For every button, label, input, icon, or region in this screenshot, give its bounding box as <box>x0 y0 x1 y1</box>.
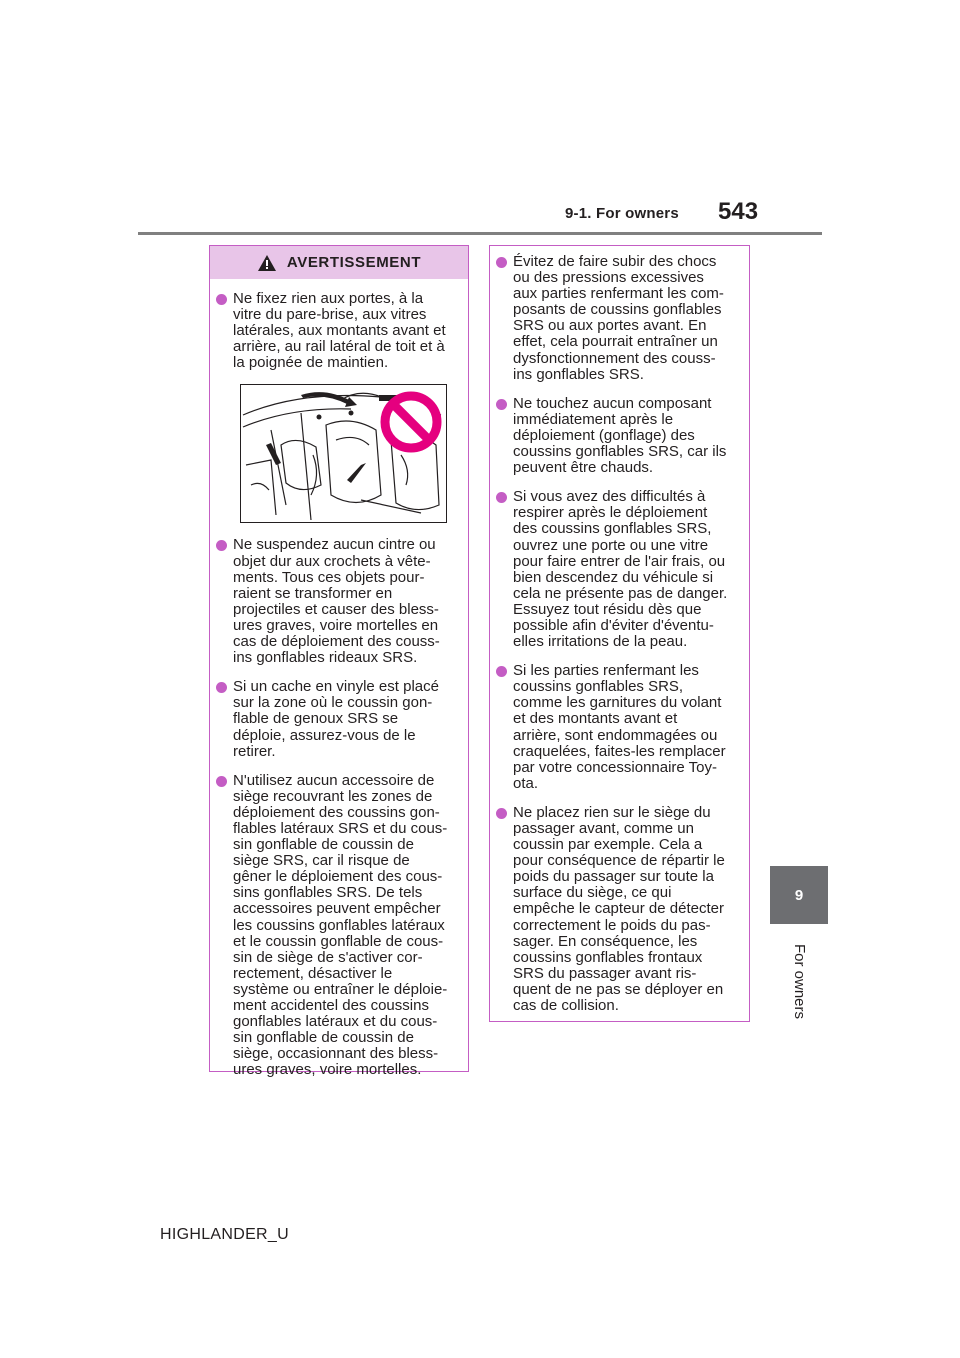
warning-title: AVERTISSEMENT <box>286 254 422 271</box>
warning-panel-right <box>489 245 750 1022</box>
car-interior-illustration <box>240 384 447 523</box>
chapter-tab: 9 <box>770 866 828 924</box>
page-number: 543 <box>718 198 759 225</box>
bullet-item: N'utilisez aucun accessoire de siège recouvrant les zones de déploiement des coussins gon- flables latéraux SRS et du cous- sin gonflable de coussin de siège SRS, car il risque de gêner le déploiement des cous- sins gonflables SRS. De tels accessoires peuvent empêcher les coussins gonflables latéraux et le coussin gonflable de cous- sin de siège de s'activer cor- rectement, désactiver le système ou entraîner le déploie- ment accidentel des coussins gonflables latéraux et du cous- sin gonflable de coussin de siège, occasionnant des bless- ures graves, voire mortelles. <box>215 773 460 1079</box>
bullet-item: Évitez de faire subir des chocs ou des pressions excessives aux parties renfermant les com- posants de coussins gonflables SRS ou aux portes avant. En effet, cela pourrait entraîner un dysfonctionnement des couss- ins gonflables SRS. <box>495 254 741 383</box>
warning-triangle-icon <box>257 254 277 272</box>
bullet-item: Si un cache en vinyle est placé sur la zone où le coussin gon- flable de genoux SRS se déploie, assurez-vous de le retirer. <box>215 679 460 759</box>
bullet-item: Ne placez rien sur le siège du passager avant, comme un coussin par exemple. Cela a pour conséquence de répartir le poids du passager sur toute la surface du siège, ce qui empêche le capteur de détecter correctement le poids du pas- sager. En conséquence, les coussins gonflables frontaux SRS du passager avant ris- quent de ne pas se déployer en cas de collision. <box>495 805 741 1014</box>
bullet-item: Si vous avez des difficultés à respirer après le déploiement des coussins gonflables SRS, ouvrez une porte ou une vitre pour faire entrer de l'air frais, ou bien descendez du véhicule si cela ne présente pas de danger. Essuyez tout résidu dès que possible afin d'éviter d'éventu- elles irritations de la peau. <box>495 489 741 650</box>
chapter-label <box>771 941 829 1021</box>
section-title: 9-1. For owners <box>565 205 679 222</box>
warning-header <box>210 246 468 279</box>
bullet-item: Ne suspendez aucun cintre ou objet dur aux crochets à vête- ments. Tous ces objets pour- raient se transformer en projectiles et causer des bless- ures graves, voire mortelles en cas de déploiement des couss- ins gonflables rideaux SRS. <box>215 537 460 666</box>
bullet-item: Si les parties renfermant les coussins gonflables SRS, comme les garnitures du volant et des montants avant et arrière, sont endommagées ou craquelées, faites-les remplacer par votre concessionnaire Toy- ota. <box>495 663 741 792</box>
header-divider <box>138 232 822 235</box>
bullet-item: Ne touchez aucun composant immédiatement après le déploiement (gonflage) des coussins gonflables SRS, car ils peuvent être chauds. <box>495 396 741 476</box>
prohibition-sign-icon <box>379 390 443 454</box>
warning-panel-left <box>209 245 469 1079</box>
chapter-label-text: For owners <box>791 943 809 1019</box>
left-bullet-list <box>210 279 468 1078</box>
bullet-item: Ne fixez rien aux portes, à la vitre du pare-brise, aux vitres latérales, aux montants avant et arrière, au rail latéral de toit et à la poignée de maintien. <box>215 291 460 371</box>
right-bullet-list <box>490 246 749 1014</box>
footer-model-code: HIGHLANDER_U <box>160 1226 289 1243</box>
